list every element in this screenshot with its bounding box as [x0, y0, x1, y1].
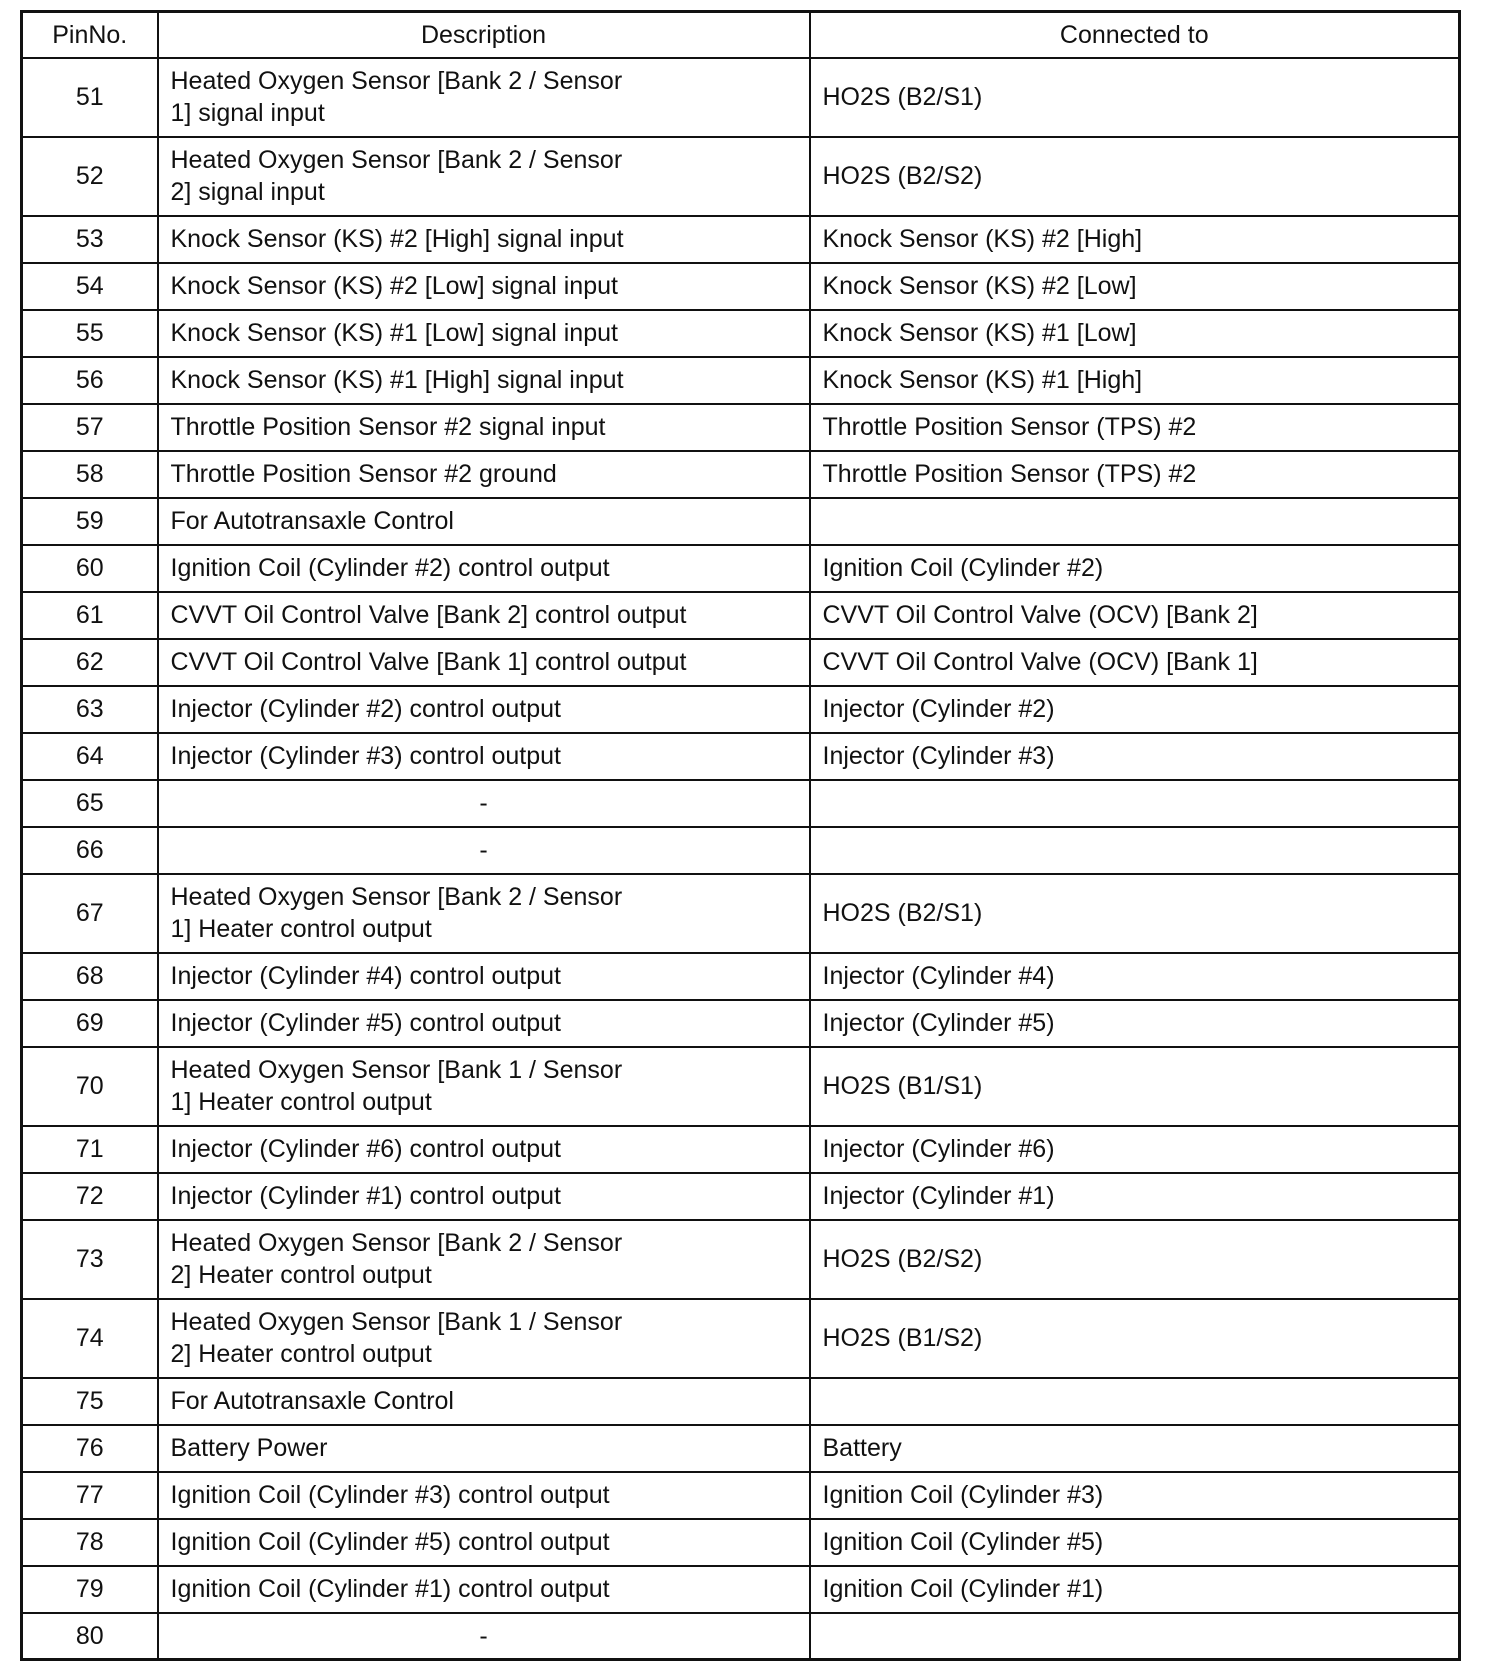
pin-number-cell: 65	[22, 780, 158, 827]
table-row	[22, 1613, 1460, 1660]
description-cell	[158, 1472, 810, 1519]
description-text: -	[479, 1621, 488, 1650]
pin-number-cell: 72	[22, 1173, 158, 1220]
table-row	[22, 1472, 1460, 1519]
pin-number-cell: 76	[22, 1425, 158, 1472]
description-text: Ignition Coil (Cylinder #1) control output	[170, 1575, 610, 1603]
header-pin-no: PinNo.	[22, 12, 158, 58]
table-row	[22, 1000, 1460, 1047]
table-row	[22, 1425, 1460, 1472]
description-text: -	[479, 836, 488, 864]
table-header	[22, 12, 1460, 58]
description-text: Heated Oxygen Sensor [Bank 2 / Sensor 1] signal input	[170, 67, 623, 127]
connected-to-cell: Injector (Cylinder #6)	[810, 1126, 1460, 1173]
connected-to-cell	[810, 780, 1460, 827]
pin-number-cell: 64	[22, 733, 158, 780]
pin-number-cell: 71	[22, 1126, 158, 1173]
description-cell	[158, 1000, 810, 1047]
description-text: CVVT Oil Control Valve [Bank 1] control output	[170, 648, 687, 676]
description-text: Heated Oxygen Sensor [Bank 2 / Sensor 1] Heater control output	[170, 883, 623, 943]
connected-to-cell: Knock Sensor (KS) #1 [Low]	[810, 310, 1460, 357]
description-text: Knock Sensor (KS) #2 [Low] signal input	[170, 272, 618, 300]
description-cell	[158, 1425, 810, 1472]
description-text: For Autotransaxle Control	[170, 507, 454, 535]
description-cell	[158, 1173, 810, 1220]
connected-to-cell: Injector (Cylinder #2)	[810, 686, 1460, 733]
connected-to-cell: Ignition Coil (Cylinder #1)	[810, 1566, 1460, 1613]
pin-number-cell: 79	[22, 1566, 158, 1613]
description-text: Knock Sensor (KS) #1 [High] signal input	[170, 366, 624, 394]
table-row	[22, 733, 1460, 780]
connected-to-cell: Throttle Position Sensor (TPS) #2	[810, 404, 1460, 451]
connected-to-cell: HO2S (B2/S2)	[810, 137, 1460, 216]
description-text: Heated Oxygen Sensor [Bank 1 / Sensor 1] Heater control output	[170, 1056, 623, 1116]
pin-number-cell: 57	[22, 404, 158, 451]
description-text: Heated Oxygen Sensor [Bank 2 / Sensor 2] Heater control output	[170, 1229, 623, 1289]
connected-to-cell	[810, 498, 1460, 545]
pin-number-cell: 70	[22, 1047, 158, 1126]
pin-number-cell: 53	[22, 216, 158, 263]
connected-to-cell: CVVT Oil Control Valve (OCV) [Bank 1]	[810, 639, 1460, 686]
pin-number-cell: 75	[22, 1378, 158, 1425]
connected-to-cell: HO2S (B2/S1)	[810, 58, 1460, 137]
connected-to-cell: Battery	[810, 1425, 1460, 1472]
description-cell	[158, 58, 810, 137]
description-cell	[158, 733, 810, 780]
table-row	[22, 58, 1460, 137]
table-row	[22, 1047, 1460, 1126]
table-row	[22, 592, 1460, 639]
description-text: Injector (Cylinder #6) control output	[170, 1135, 561, 1163]
table-row	[22, 1220, 1460, 1299]
connected-to-cell: Injector (Cylinder #4)	[810, 953, 1460, 1000]
description-text: Ignition Coil (Cylinder #2) control output	[170, 554, 610, 582]
description-cell	[158, 1519, 810, 1566]
pin-number-cell: 78	[22, 1519, 158, 1566]
description-text: Injector (Cylinder #1) control output	[170, 1182, 561, 1210]
description-cell	[158, 545, 810, 592]
pin-table	[20, 10, 1461, 1661]
description-cell	[158, 639, 810, 686]
connected-to-cell: HO2S (B1/S1)	[810, 1047, 1460, 1126]
pin-number-cell: 52	[22, 137, 158, 216]
description-text: Ignition Coil (Cylinder #5) control output	[170, 1528, 610, 1556]
table-row	[22, 357, 1460, 404]
pin-number-cell: 66	[22, 827, 158, 874]
connected-to-cell: Ignition Coil (Cylinder #2)	[810, 545, 1460, 592]
table-row	[22, 545, 1460, 592]
connected-to-cell: Knock Sensor (KS) #2 [High]	[810, 216, 1460, 263]
connected-to-cell: HO2S (B2/S2)	[810, 1220, 1460, 1299]
description-cell	[158, 874, 810, 953]
table-row	[22, 1519, 1460, 1566]
connected-to-cell: Injector (Cylinder #5)	[810, 1000, 1460, 1047]
description-cell	[158, 216, 810, 263]
pin-number-cell: 51	[22, 58, 158, 137]
table-row	[22, 874, 1460, 953]
header-row	[22, 12, 1460, 58]
pin-number-cell: 55	[22, 310, 158, 357]
pin-number-cell: 59	[22, 498, 158, 545]
description-text: Battery Power	[170, 1434, 328, 1462]
connected-to-cell: Injector (Cylinder #3)	[810, 733, 1460, 780]
table-body	[22, 58, 1460, 1660]
pin-number-cell: 58	[22, 451, 158, 498]
pin-number-cell: 68	[22, 953, 158, 1000]
description-text: Heated Oxygen Sensor [Bank 2 / Sensor 2] signal input	[170, 146, 623, 206]
connected-to-cell: Throttle Position Sensor (TPS) #2	[810, 451, 1460, 498]
header-connected-to: Connected to	[810, 12, 1460, 58]
description-cell	[158, 498, 810, 545]
table-row	[22, 1566, 1460, 1613]
table-row	[22, 686, 1460, 733]
description-text: Throttle Position Sensor #2 signal input	[170, 413, 606, 441]
description-cell	[158, 1299, 810, 1378]
header-description: Description	[158, 12, 810, 58]
description-text: Injector (Cylinder #4) control output	[170, 962, 561, 990]
description-cell	[158, 1220, 810, 1299]
description-cell	[158, 310, 810, 357]
table-row	[22, 404, 1460, 451]
pin-number-cell: 62	[22, 639, 158, 686]
description-cell	[158, 357, 810, 404]
pin-number-cell: 73	[22, 1220, 158, 1299]
connected-to-cell	[810, 1378, 1460, 1425]
table-row	[22, 1173, 1460, 1220]
description-cell	[158, 137, 810, 216]
pin-number-cell: 61	[22, 592, 158, 639]
connected-to-cell	[810, 827, 1460, 874]
description-cell	[158, 263, 810, 310]
description-cell	[158, 592, 810, 639]
connected-to-cell	[810, 1613, 1460, 1660]
connected-to-cell: Injector (Cylinder #1)	[810, 1173, 1460, 1220]
connected-to-cell: Knock Sensor (KS) #2 [Low]	[810, 263, 1460, 310]
description-cell	[158, 686, 810, 733]
description-text: For Autotransaxle Control	[170, 1387, 454, 1415]
description-text: Knock Sensor (KS) #1 [Low] signal input	[170, 319, 618, 347]
description-cell	[158, 827, 810, 874]
description-cell	[158, 1613, 810, 1660]
pin-number-cell: 56	[22, 357, 158, 404]
pin-number-cell: 80	[22, 1613, 158, 1660]
table-row	[22, 1299, 1460, 1378]
description-cell	[158, 404, 810, 451]
description-text: Injector (Cylinder #2) control output	[170, 695, 561, 723]
table-row	[22, 1378, 1460, 1425]
pin-number-cell: 69	[22, 1000, 158, 1047]
description-cell	[158, 953, 810, 1000]
table-row	[22, 827, 1460, 874]
connected-to-cell: Ignition Coil (Cylinder #5)	[810, 1519, 1460, 1566]
description-text: CVVT Oil Control Valve [Bank 2] control output	[170, 601, 687, 629]
pin-number-cell: 63	[22, 686, 158, 733]
description-text: Knock Sensor (KS) #2 [High] signal input	[170, 225, 624, 253]
table-row	[22, 639, 1460, 686]
pin-number-cell: 74	[22, 1299, 158, 1378]
table-row	[22, 451, 1460, 498]
connected-to-cell: CVVT Oil Control Valve (OCV) [Bank 2]	[810, 592, 1460, 639]
description-cell	[158, 1566, 810, 1613]
pin-number-cell: 77	[22, 1472, 158, 1519]
description-text: Injector (Cylinder #3) control output	[170, 742, 561, 770]
table-row	[22, 953, 1460, 1000]
description-cell	[158, 1378, 810, 1425]
description-cell	[158, 780, 810, 827]
connected-to-cell: Knock Sensor (KS) #1 [High]	[810, 357, 1460, 404]
connected-to-cell: HO2S (B2/S1)	[810, 874, 1460, 953]
description-text: Ignition Coil (Cylinder #3) control output	[170, 1481, 610, 1509]
description-cell	[158, 451, 810, 498]
table-row	[22, 263, 1460, 310]
pin-number-cell: 60	[22, 545, 158, 592]
connected-to-cell: HO2S (B1/S2)	[810, 1299, 1460, 1378]
connected-to-cell: Ignition Coil (Cylinder #3)	[810, 1472, 1460, 1519]
description-cell	[158, 1047, 810, 1126]
pin-number-cell: 54	[22, 263, 158, 310]
table-row	[22, 780, 1460, 827]
pin-number-cell: 67	[22, 874, 158, 953]
description-cell	[158, 1126, 810, 1173]
description-text: Injector (Cylinder #5) control output	[170, 1009, 561, 1037]
table-row	[22, 310, 1460, 357]
description-text: Throttle Position Sensor #2 ground	[170, 460, 557, 488]
description-text: Heated Oxygen Sensor [Bank 1 / Sensor 2] Heater control output	[170, 1308, 623, 1368]
table-row	[22, 498, 1460, 545]
description-text: -	[479, 789, 488, 817]
table-row	[22, 1126, 1460, 1173]
table-row	[22, 216, 1460, 263]
table-row	[22, 137, 1460, 216]
